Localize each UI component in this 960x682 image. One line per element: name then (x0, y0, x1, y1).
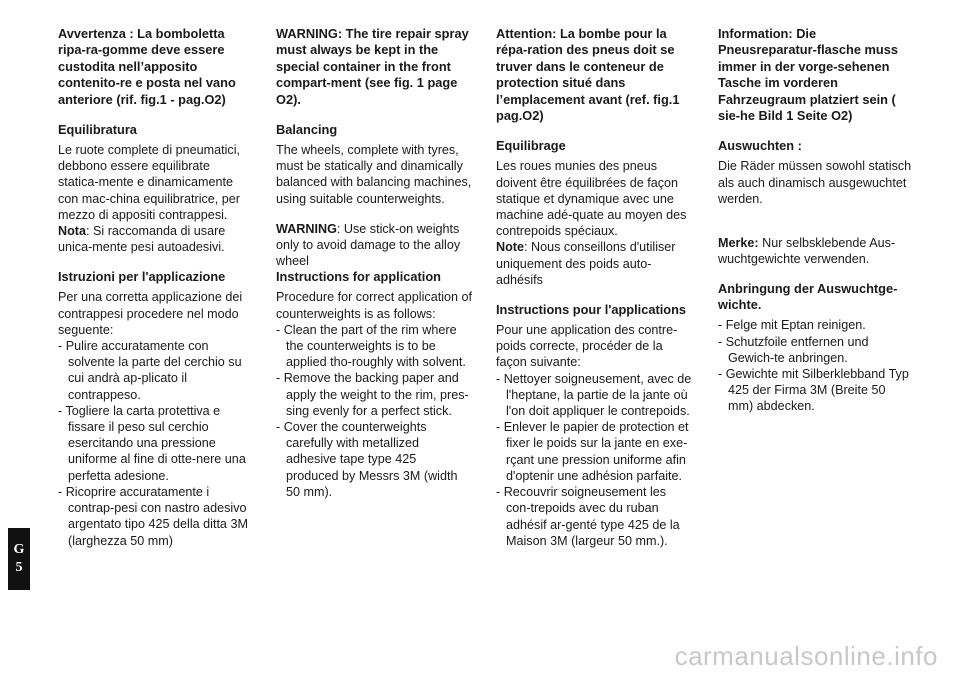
balancing-heading: Equilibratura (58, 122, 137, 138)
steps-list (276, 322, 472, 500)
list-item: - Schutzfoile entfernen und Gewich-te anbringen. (718, 334, 869, 365)
list-item: - Enlever le papier de protection et fixer le poids sur la jante en exe-rçant une pression uniforme afin d'optenir une adhésion parfaite. (496, 420, 689, 483)
note-label: WARNING (276, 221, 337, 236)
balancing-heading: Equilibrage (496, 138, 566, 154)
note-paragraph (718, 235, 914, 267)
note-label: Note (496, 240, 524, 255)
list-item: - Recouvrir soigneusement les con-trepoids avec du ruban adhésif ar-genté type 425 de la Maison 3M (largeur 50 mm.). (496, 485, 680, 548)
list-item: - Ricoprire accuratamente i contrap-pesi con nastro adesivo argentato tipo 425 della ditta 3M (larghezza 50 mm) (58, 484, 248, 548)
warning-text: Avvertenza : La bomboletta ripa-ra-gomme deve essere custodita nell’apposito contenito-re e posta nel vano anteriore (rif. fig.1 - pag.O2) (58, 26, 236, 107)
instructions-heading: Instructions pour l'applications (496, 302, 687, 318)
note-label: Nota (58, 224, 86, 239)
watermark: carmanualsonline.info (674, 641, 938, 671)
list-item: - Gewichte mit Silberklebband Typ 425 der Firma 3M (Breite 50 mm) abdecken. (718, 367, 909, 414)
list-item: - Pulire accuratamente con solvente la parte del cerchio su cui andrà ap-plicato il contrappeso. (58, 339, 242, 402)
section-tab (8, 528, 30, 590)
balancing-text: Les roues munies des pneus doivent être équilibrées de façon statique et dynamique avec une machine adé-quate au moyen des contrepoids spéciaux. (496, 159, 687, 239)
list-item: - Cover the counterweights carefully with metallized adhesive tape type 425 produced by Messrs 3M (width 50 mm). (276, 420, 458, 499)
balancing-heading: Auswuchten : (718, 138, 802, 154)
note-text: : Si raccomanda di usare unica-mente pesi autoadesivi. (58, 224, 226, 255)
list-item: - Clean the part of the rim where the counterweights is to be applied tho-roughly with solvent. (276, 322, 466, 370)
column-german (718, 26, 914, 415)
column-english (276, 26, 472, 500)
note-paragraph (496, 239, 692, 288)
warning-text: Information: Die Pneusreparatur-flasche muss immer in der vorge-sehenen Tasche im vorderen Fahrzeugraum platziert sein ( sie-he Bild 1 Seite O2) (718, 26, 898, 124)
note-text: Nur selbsklebende Aus-wuchtgewichte verwenden. (718, 236, 896, 267)
balancing-text: Die Räder müssen sowohl statisch als auch dinamisch ausgewuchtet werden. (718, 159, 912, 206)
section-number: 5 (15, 560, 23, 575)
balancing-text: The wheels, complete with tyres, must be statically and dinamically balanced with balancing machines, using suitable counterweights. (276, 143, 472, 206)
steps-list (58, 338, 254, 549)
column-french (496, 26, 692, 549)
instructions-intro: Pour une application des contre-poids correcte, procéder de la façon suivante: (496, 323, 678, 370)
note-text: : Nous conseillons d'utiliser uniquement des poids auto-adhésifs (496, 240, 676, 287)
note-paragraph (276, 221, 472, 270)
steps-list (718, 317, 914, 414)
instructions-heading: Istruzioni per l'applicazione (58, 269, 226, 285)
note-label: Merke: (718, 236, 759, 251)
column-italian (58, 26, 254, 549)
section-letter: G (13, 542, 25, 557)
balancing-heading: Balancing (276, 122, 338, 138)
balancing-text: Le ruote complete di pneumatici, debbono essere equilibrate statica-mente e dinamicamente con mac-china equilibratrice, per mezzo di appositi contrappesi. (58, 143, 241, 222)
note-paragraph (58, 223, 254, 255)
list-item: - Togliere la carta protettiva e fissare il peso sul cerchio esercitando una pressione uniforme al fine di otte-nere una perfetta adesione. (58, 403, 246, 483)
instructions-intro: Procedure for correct application of counterweights is as follows: (276, 290, 473, 321)
steps-list (496, 371, 692, 549)
list-item: - Remove the backing paper and apply the weight to the rim, pres-sing evenly for a perfect stick. (276, 371, 469, 418)
list-item: - Felge mit Eptan reinigen. (718, 318, 866, 333)
instructions-intro: Per una corretta applicazione dei contrappesi procedere nel modo seguente: (58, 290, 243, 337)
list-item: - Nettoyer soigneusement, avec de l'heptane, la partie de la jante où l'on doit appliquer le contrepoids. (496, 371, 692, 419)
instructions-heading: Anbringung der Auswuchtge-wichte. (718, 281, 898, 313)
warning-text: Attention: La bombe pour la répa-ration des pneus doit se truver dans le conteneur de protection situé dans l’emplacement avant (ref. fig.1 pag.O2) (496, 26, 680, 124)
warning-text: WARNING: The tire repair spray must always be kept in the special container in the front compart-ment (see fig. 1 page O2). (276, 26, 469, 107)
note-text: : Use stick-on weights only to avoid damage to the alloy wheel (276, 221, 461, 269)
instructions-heading: Instructions for application (276, 269, 441, 285)
